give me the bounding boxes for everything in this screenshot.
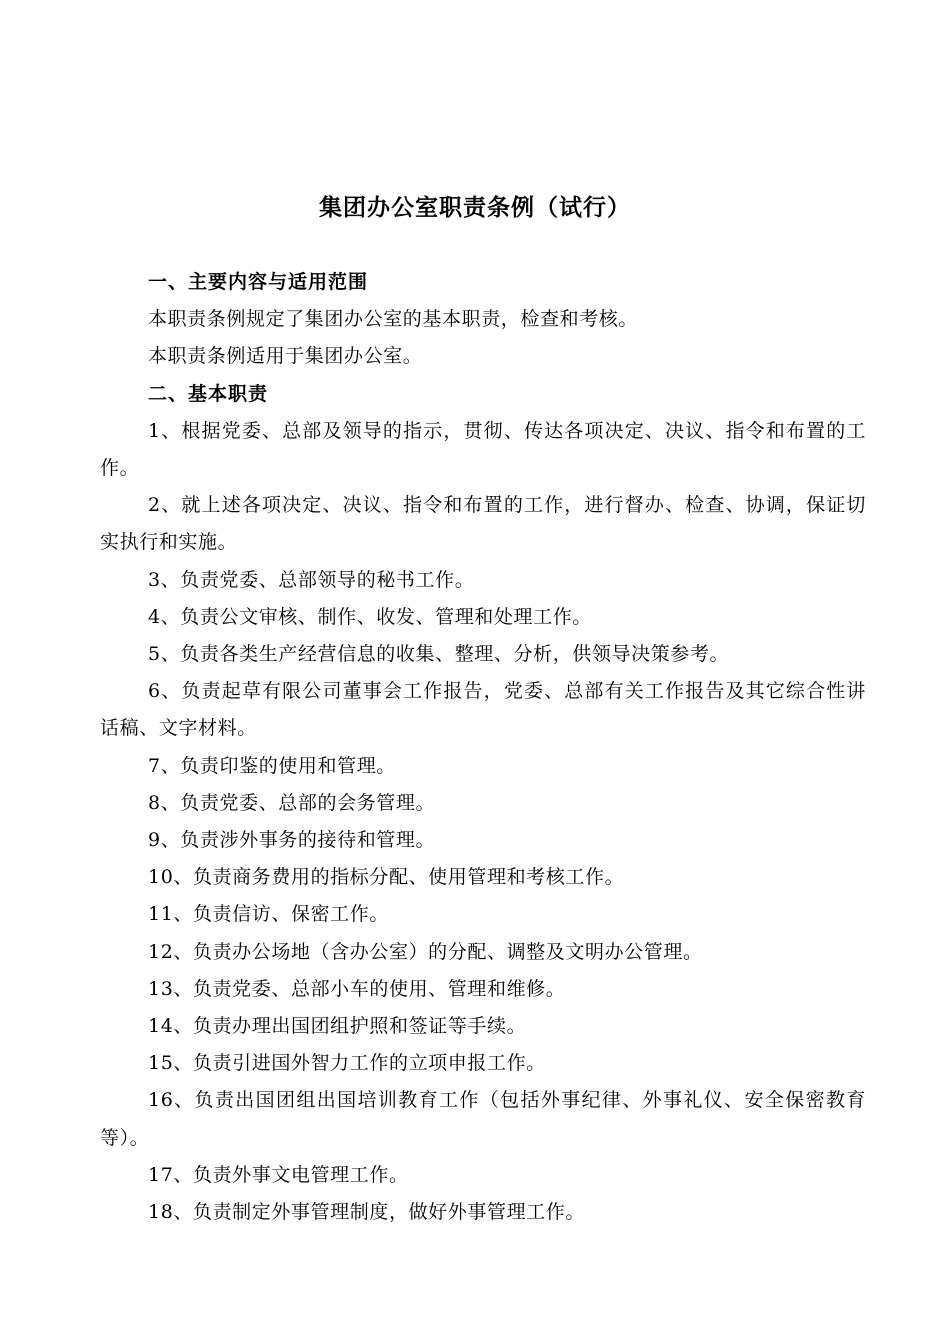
duty-item: 6、负责起草有限公司董事会工作报告，党委、总部有关工作报告及其它综合性讲话稿、文字材料。 xyxy=(100,680,866,740)
duty-item: 14、负责办理出国团组护照和签证等手续。 xyxy=(148,1015,527,1038)
duty-item: 13、负责党委、总部小车的使用、管理和维修。 xyxy=(148,977,566,1000)
duty-item: 8、负责党委、总部的会务管理。 xyxy=(148,791,436,814)
duty-item: 15、负责引进国外智力工作的立项申报工作。 xyxy=(148,1052,546,1075)
paragraph: 本职责条例规定了集团办公室的基本职责，检查和考核。 xyxy=(148,308,639,331)
duty-item: 1、根据党委、总部及领导的指示，贯彻、传达各项决定、决议、指令和布置的工作。 xyxy=(100,419,866,480)
paragraph: 本职责条例适用于集团办公室。 xyxy=(148,345,423,368)
duty-item: 5、负责各类生产经营信息的收集、整理、分析，供领导决策参考。 xyxy=(148,643,730,666)
duty-item: 2、就上述各项决定、决议、指令和布置的工作，进行督办、检查、协调，保证切实执行和实施。 xyxy=(100,494,866,554)
document-body xyxy=(100,264,866,1231)
duty-item: 17、负责外事文电管理工作。 xyxy=(148,1163,409,1186)
duty-item: 3、负责党委、总部领导的秘书工作。 xyxy=(148,568,475,591)
duty-item: 18、负责制定外事管理制度，做好外事管理工作。 xyxy=(148,1201,585,1224)
document-title: 集团办公室职责条例（试行） xyxy=(319,195,631,221)
section-heading-duties: 二、基本职责 xyxy=(148,382,269,405)
duty-item: 7、负责印鉴的使用和管理。 xyxy=(148,754,396,777)
duty-item: 4、负责公文审核、制作、收发、管理和处理工作。 xyxy=(148,605,592,628)
duty-item: 11、负责信访、保密工作。 xyxy=(148,903,389,926)
duty-item: 16、负责出国团组出国培训教育工作（包括外事纪律、外事礼仪、安全保密教育等）。 xyxy=(100,1089,866,1149)
duty-item: 10、负责商务费用的指标分配、使用管理和考核工作。 xyxy=(148,866,625,889)
duty-item: 12、负责办公场地（含办公室）的分配、调整及文明办公管理。 xyxy=(148,940,703,963)
duty-item: 9、负责涉外事务的接待和管理。 xyxy=(148,829,436,852)
section-heading-scope: 一、主要内容与适用范围 xyxy=(148,271,369,293)
